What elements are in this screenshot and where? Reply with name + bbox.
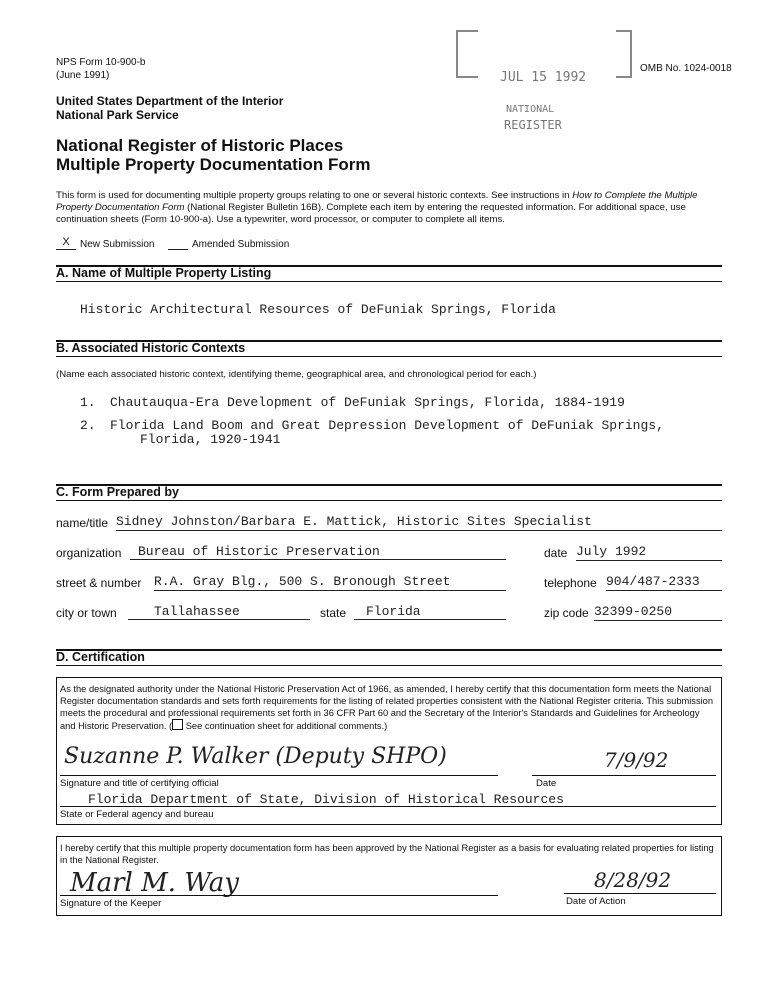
- zip-field[interactable]: 32399-0250: [594, 604, 722, 621]
- new-submission-checkbox[interactable]: X: [56, 236, 76, 250]
- keeper-label: Signature of the Keeper: [60, 898, 162, 909]
- agency-line2: National Park Service: [56, 108, 179, 122]
- keeper-signature-line: [60, 895, 498, 896]
- stamp-date: JUL 15 1992: [500, 70, 587, 85]
- section-b-bottom-rule: [56, 356, 722, 357]
- organization-field[interactable]: Bureau of Historic Preservation: [130, 544, 506, 560]
- multiple-property-name[interactable]: Historic Architectural Resources of DeFuniak Springs, Florida: [80, 302, 556, 317]
- telephone-label: telephone: [544, 576, 597, 590]
- signature-line: [60, 775, 498, 776]
- section-c-bottom-rule: [56, 500, 722, 501]
- date-label: date: [544, 546, 568, 560]
- signature-label: Signature and title of certifying official: [60, 778, 219, 789]
- action-date-label: Date of Action: [566, 896, 626, 907]
- state-field[interactable]: Florida: [354, 604, 506, 620]
- date-of-action[interactable]: 8/28/92: [594, 868, 672, 892]
- section-a-heading: A. Name of Multiple Property Listing: [56, 266, 272, 280]
- amended-submission-checkbox[interactable]: [168, 236, 188, 250]
- stamp-line2: REGISTER: [504, 118, 562, 132]
- received-stamp: [456, 30, 634, 85]
- context-item-1-text[interactable]: Chautauqua-Era Development of DeFuniak Springs, Florida, 1884-1919: [110, 395, 625, 410]
- section-b-heading: B. Associated Historic Contexts: [56, 341, 246, 355]
- telephone-field[interactable]: 904/487-2333: [606, 574, 722, 591]
- stamp-bracket-left: [456, 30, 478, 78]
- certification-statement-end: See continuation sheet for additional comments.): [183, 721, 388, 731]
- certification-text: [60, 683, 716, 732]
- certifying-signature[interactable]: Suzanne P. Walker (Deputy SHPO): [64, 744, 447, 769]
- name-title-field[interactable]: Sidney Johnston/Barbara E. Mattick, Historic Sites Specialist: [116, 514, 722, 531]
- instructions-italic: How to Complete the Multiple Property Documentation Form: [56, 190, 698, 213]
- section-d-bottom-rule: [56, 665, 722, 666]
- date-field[interactable]: July 1992: [576, 544, 722, 561]
- context-item-1-num: 1.: [80, 395, 96, 410]
- context-item-2-text[interactable]: Florida Land Boom and Great Depression Development of DeFuniak Springs,: [110, 418, 664, 433]
- certification-date-label: Date: [536, 778, 557, 789]
- amended-submission-label: Amended Submission: [192, 239, 290, 250]
- section-c-heading: C. Form Prepared by: [56, 485, 179, 499]
- context-item-2-num: 2.: [80, 418, 96, 433]
- omb-number: OMB No. 1024-0018: [640, 63, 732, 74]
- instructions-part1: This form is used for documenting multiple property groups relating to one or several historic contexts. See instructions in: [56, 190, 573, 201]
- certification-statement: As the designated authority under the National Historic Preservation Act of 1966, as amended, I hereby certify that this documentation form meets the National Register documentation standards and sets forth requirements for the listing of related properties consistent with the National Register criteria. This submission meets the procedural and professional requirements set forth in 36 CFR Part 60 and the Secretary of the Interior's Standards and Guidelines for Archeology and Historic Preservation. (: [60, 684, 713, 731]
- date-line: [532, 775, 716, 776]
- zip-label: zip code: [544, 606, 589, 620]
- agency-line: [60, 806, 716, 807]
- state-label: state: [320, 606, 347, 620]
- new-submission-label: New Submission: [80, 239, 155, 250]
- instructions: [56, 190, 722, 226]
- keeper-statement: I hereby certify that this multiple property documentation form has been approved by the National Register as a basis for evaluating related properties for listing in the National Register.: [60, 843, 714, 865]
- action-date-line: [564, 893, 716, 894]
- context-item-2-cont[interactable]: Florida, 1920-1941: [140, 432, 281, 447]
- section-d-heading: D. Certification: [56, 650, 145, 664]
- form-title-line2: Multiple Property Documentation Form: [56, 155, 371, 174]
- form-date: (June 1991): [56, 70, 110, 81]
- certifying-agency[interactable]: Florida Department of State, Division of Historical Resources: [88, 792, 564, 807]
- organization-label: organization: [56, 546, 122, 560]
- certification-date[interactable]: 7/9/92: [604, 748, 669, 772]
- city-field[interactable]: Tallahassee: [128, 604, 310, 620]
- name-title-label: name/title: [56, 516, 109, 530]
- stamp-bracket-right: [616, 30, 632, 78]
- section-b-instruction: (Name each associated historic context, identifying theme, geographical area, and chronological period for each.): [56, 369, 537, 380]
- city-label: city or town: [56, 606, 117, 620]
- continuation-checkbox[interactable]: [172, 719, 183, 730]
- stamp-line1: NATIONAL: [506, 104, 555, 115]
- section-d-top-rule: [56, 649, 722, 651]
- instructions-part2: (National Register Bulletin 16B). Complete each item by entering the requested information. For additional space, use continuation sheets (Form 10-900-a). Use a typewriter, word processor, or computer to complete all items.: [56, 202, 686, 225]
- street-label: street & number: [56, 576, 142, 590]
- section-a-bottom-rule: [56, 281, 722, 282]
- form-number: NPS Form 10-900-b: [56, 57, 146, 68]
- keeper-signature[interactable]: Marl M. Way: [70, 868, 239, 898]
- agency-line1: United States Department of the Interior: [56, 94, 284, 108]
- form-title-line1: National Register of Historic Places: [56, 136, 344, 155]
- agency-label: State or Federal agency and bureau: [60, 809, 214, 820]
- street-field[interactable]: R.A. Gray Blg., 500 S. Bronough Street: [154, 574, 506, 591]
